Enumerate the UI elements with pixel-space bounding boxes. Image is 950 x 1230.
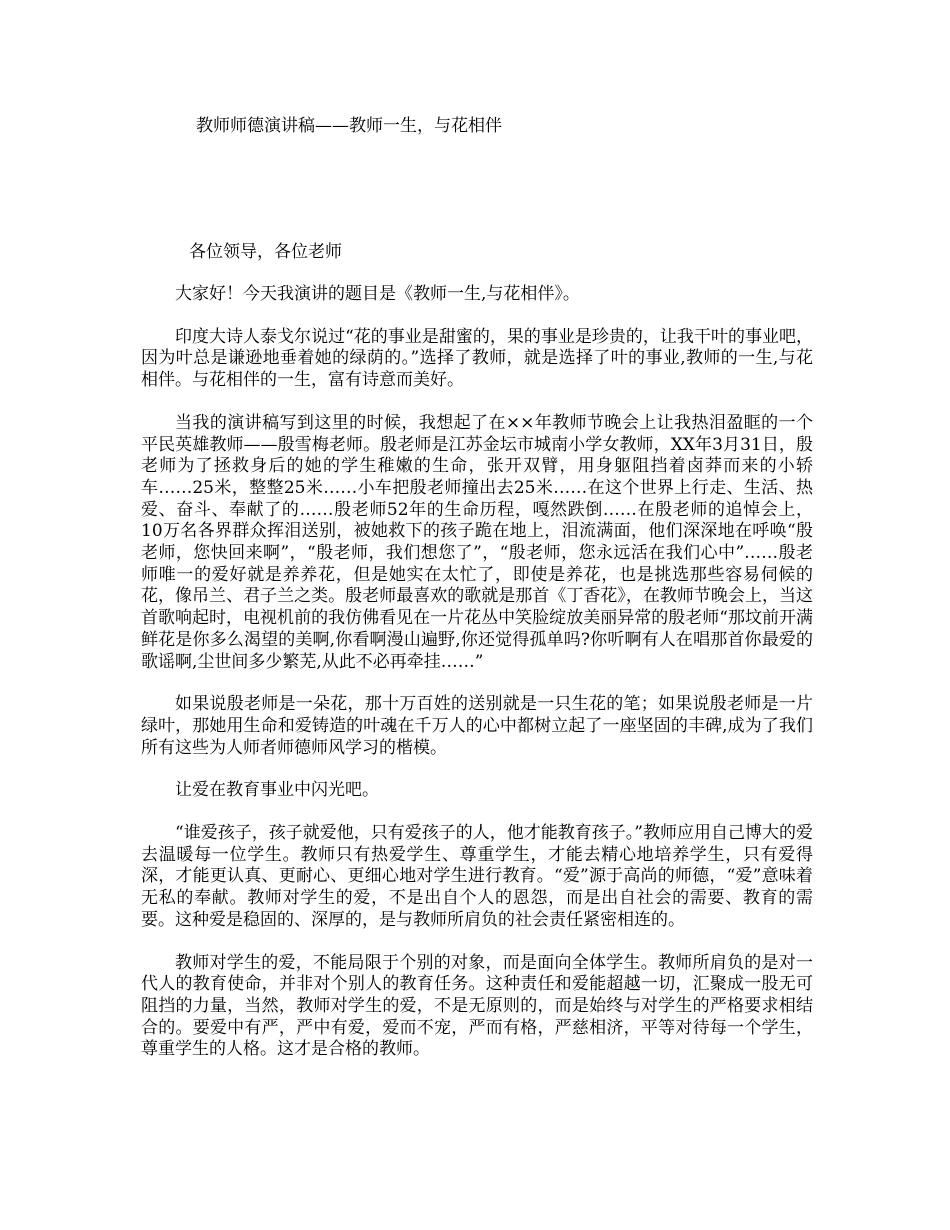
paragraph-let-love-shine: 让爱在教育事业中闪光吧。 <box>175 780 379 801</box>
paragraph-teacher-love: “谁爱孩子，孩子就爱他，只有爱孩子的人，他才能教育孩子。”教师应用自己博大的爱去温暖每一位学生。教师只有热爱学生、尊重学生，才能去精心地培养学生，只有爱得深，才能更认真、更耐心、更细心地对学生进行教育。“爱”源于高尚的师德，“爱”意味着无私的奉献。教师对学生的爱，不是出自个人的恩怨，而是出自社会的需要、教育的需要。这种爱是稳固的、深厚的，是与教师所肩负的社会责任紧密相连的。 <box>141 823 813 930</box>
document-body <box>141 284 813 1082</box>
document-title: 教师师德演讲稿——教师一生，与花相伴 <box>196 116 502 136</box>
paragraph-love-all-students: 教师对学生的爱，不能局限于个别的对象，而是面向全体学生。教师所肩负的是对一代人的教育使命，并非对个别人的教育任务。这种责任和爱能超越一切，汇聚成一股无可阻挡的力量，当然，教师对学生的爱，不是无原则的，而是始终与对学生的严格要求相结合的。要爱中有严，严中有爱，爱而不宠，严而有格，严慈相济，平等对待每一个学生，尊重学生的人格。这才是合格的教师。 <box>141 952 813 1060</box>
paragraph-tagore-quote: 印度大诗人泰戈尔说过“花的事业是甜蜜的，果的事业是珍贵的，让我干叶的事业吧，因为叶总是谦逊地垂着她的绿荫的。”选择了教师，就是选择了叶的事业,教师的一生,与花相伴。与花相伴的一生，富有诗意而美好。 <box>141 326 813 391</box>
greeting-line: 各位领导，各位老师 <box>189 242 342 262</box>
paragraph-yin-xuemei-story: 当我的演讲稿写到这里的时候，我想起了在××年教师节晚会上让我热泪盈眶的一个平民英雄教师——殷雪梅老师。殷老师是江苏金坛市城南小学女教师，XX年3月31日，殷老师为了拯救身后的她的学生稚嫩的生命，张开双臂，用身躯阻挡着卤莽而来的小轿车……25米，整整25米……小车把殷老师撞出去25米……在这个世界上行走、生活、热爱、奋斗、奉献了的……殷老师52年的生命历程，嘎然跌倒……在殷老师的追悼会上，10万名各界群众挥泪送别，被她救下的孩子跪在地上，泪流满面，他们深深地在呼唤“殷老师，您快回来啊”，“殷老师，我们想您了”，“殷老师，您永远活在我们心中”……殷老师唯一的爱好就是养养花，但是她实在太忙了，即使是养花，也是挑选那些容易伺候的花，像吊兰、君子兰之类。殷老师最喜欢的歌就是那首《丁香花》，在教师节晚会上，当这首歌响起时，电视机前的我仿佛看见在一片花丛中笑脸绽放美丽异常的殷老师“那坟前开满鲜花是你多么渴望的美啊,你看啊漫山遍野,你还觉得孤单吗?你听啊有人在唱那首你最爱的歌谣啊,尘世间多少繁芜,从此不必再牵挂……” <box>141 412 813 672</box>
paragraph-opening: 大家好！今天我演讲的题目是《教师一生,与花相伴》。 <box>175 284 580 304</box>
paragraph-role-model: 如果说殷老师是一朵花，那十万百姓的送别就是一只生花的笔；如果说殷老师是一片绿叶，那她用生命和爱铸造的叶魂在千万人的心中都树立起了一座坚固的丰碑,成为了我们所有这些为人师者师德师风学习的楷模。 <box>141 694 813 758</box>
